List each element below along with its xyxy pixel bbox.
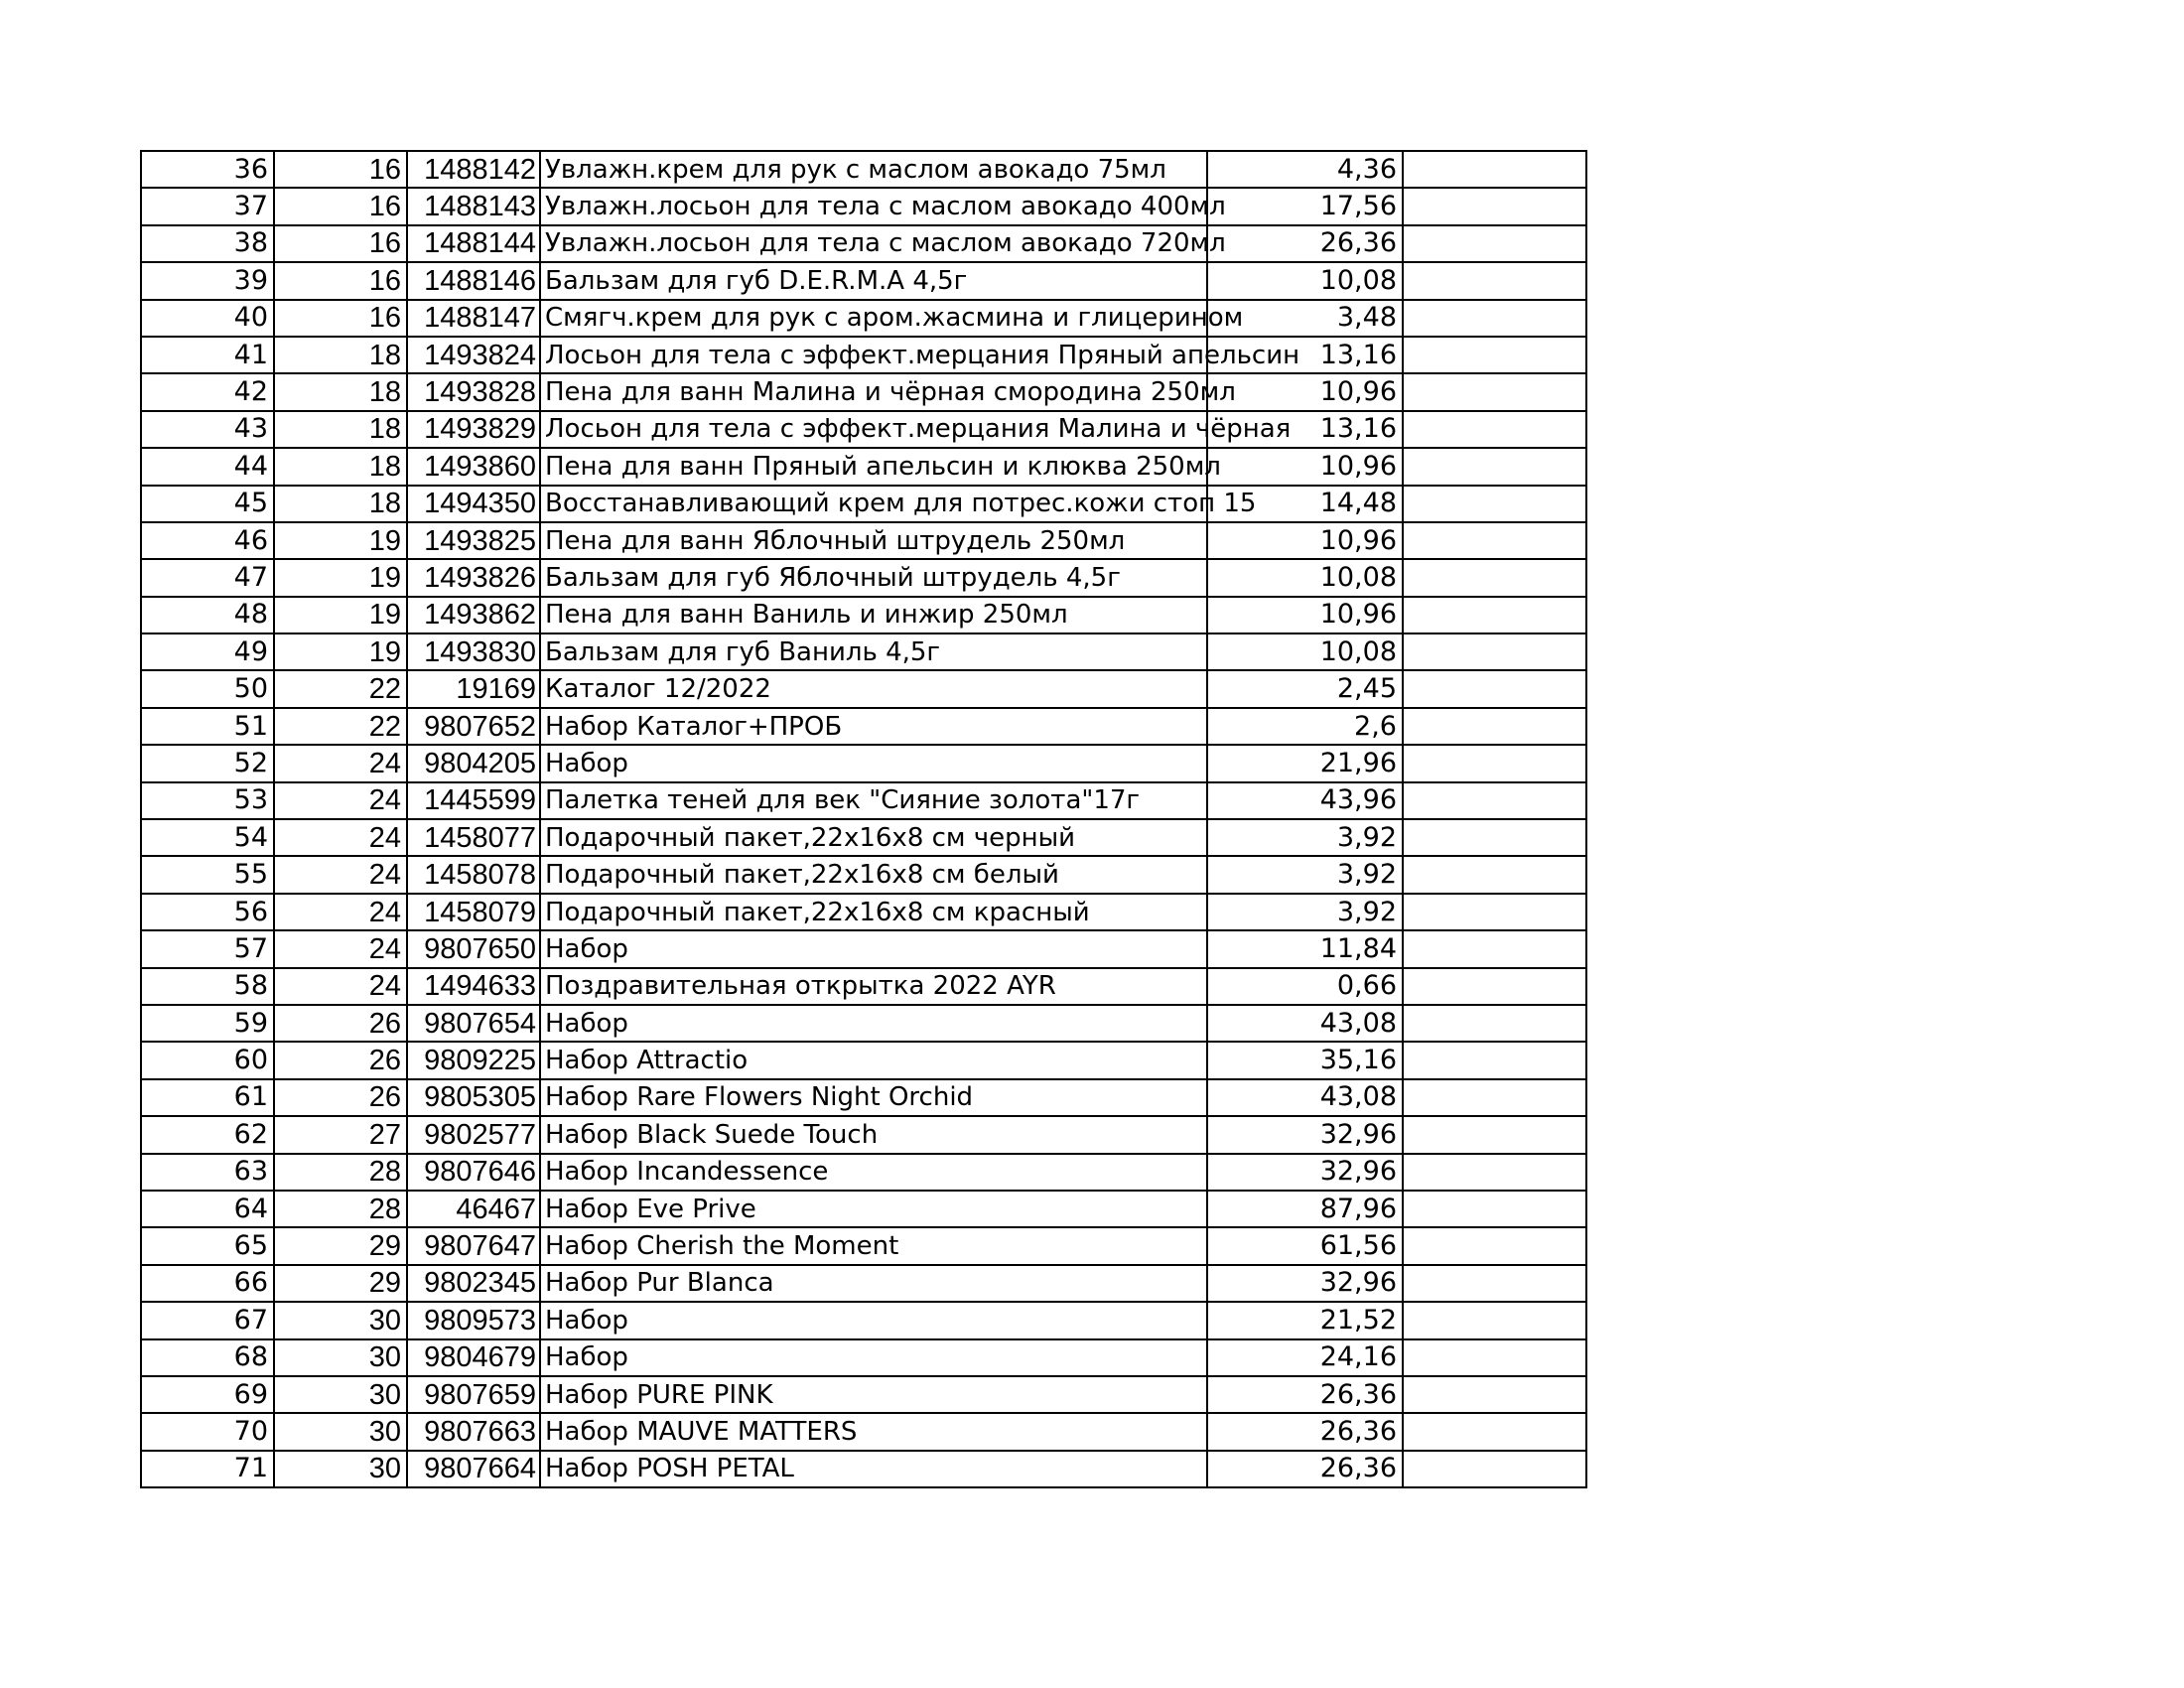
product-name-cell: Пена для ванн Пряный апельсин и клюква 250мл	[540, 448, 1207, 485]
empty-cell	[1403, 1451, 1586, 1487]
product-name-cell: Набор	[540, 1339, 1207, 1376]
page-number-cell: 30	[274, 1413, 407, 1450]
table-row	[141, 1116, 1586, 1153]
price-cell: 3,92	[1207, 894, 1403, 930]
product-code-cell: 1445599	[407, 782, 540, 819]
price-cell: 24,16	[1207, 1339, 1403, 1376]
page-number-cell: 29	[274, 1265, 407, 1302]
empty-cell	[1403, 745, 1586, 781]
price-cell: 26,36	[1207, 225, 1403, 262]
product-code-cell: 1493824	[407, 337, 540, 373]
product-name-cell: Набор Incandessence	[540, 1154, 1207, 1191]
row-number-cell: 64	[141, 1191, 274, 1227]
row-number-cell: 60	[141, 1042, 274, 1078]
page-number-cell: 18	[274, 411, 407, 448]
product-name-cell: Поздравительная открытка 2022 AYR	[540, 968, 1207, 1005]
row-number-cell: 61	[141, 1079, 274, 1116]
row-number-cell: 63	[141, 1154, 274, 1191]
product-code-cell: 1493830	[407, 633, 540, 670]
table-row	[141, 522, 1586, 559]
product-name-cell: Бальзам для губ Яблочный штрудель 4,5г	[540, 559, 1207, 596]
table-row	[141, 1302, 1586, 1338]
price-cell: 43,96	[1207, 782, 1403, 819]
price-cell: 14,48	[1207, 486, 1403, 522]
page-number-cell: 30	[274, 1339, 407, 1376]
product-name-cell: Подарочный пакет,22х16х8 см белый	[540, 856, 1207, 893]
row-number-cell: 44	[141, 448, 274, 485]
product-code-cell: 1458077	[407, 819, 540, 856]
empty-cell	[1403, 448, 1586, 485]
product-code-cell: 9805305	[407, 1079, 540, 1116]
product-name-cell: Смягч.крем для рук с аром.жасмина и глицерином	[540, 300, 1207, 337]
empty-cell	[1403, 1302, 1586, 1338]
table-row	[141, 894, 1586, 930]
table-row	[141, 486, 1586, 522]
price-cell: 61,56	[1207, 1227, 1403, 1264]
product-code-cell: 9802345	[407, 1265, 540, 1302]
product-code-cell: 1494350	[407, 486, 540, 522]
row-number-cell: 41	[141, 337, 274, 373]
product-code-cell: 9807654	[407, 1005, 540, 1042]
price-cell: 2,45	[1207, 670, 1403, 707]
price-cell: 3,92	[1207, 856, 1403, 893]
empty-cell	[1403, 1413, 1586, 1450]
page-number-cell: 19	[274, 597, 407, 633]
empty-cell	[1403, 819, 1586, 856]
product-name-cell: Бальзам для губ Ваниль 4,5г	[540, 633, 1207, 670]
row-number-cell: 71	[141, 1451, 274, 1487]
empty-cell	[1403, 262, 1586, 299]
row-number-cell: 59	[141, 1005, 274, 1042]
table-row	[141, 1413, 1586, 1450]
product-name-cell: Палетка теней для век "Сияние золота"17г	[540, 782, 1207, 819]
product-code-cell: 9807659	[407, 1376, 540, 1413]
price-cell: 3,92	[1207, 819, 1403, 856]
product-code-cell: 1458079	[407, 894, 540, 930]
product-code-cell: 1494633	[407, 968, 540, 1005]
empty-cell	[1403, 1005, 1586, 1042]
row-number-cell: 55	[141, 856, 274, 893]
empty-cell	[1403, 894, 1586, 930]
empty-cell	[1403, 300, 1586, 337]
row-number-cell: 53	[141, 782, 274, 819]
table-row	[141, 856, 1586, 893]
product-name-cell: Пена для ванн Ваниль и инжир 250мл	[540, 597, 1207, 633]
price-cell: 11,84	[1207, 930, 1403, 967]
price-cell: 10,08	[1207, 633, 1403, 670]
row-number-cell: 50	[141, 670, 274, 707]
table-row	[141, 1154, 1586, 1191]
empty-cell	[1403, 225, 1586, 262]
row-number-cell: 39	[141, 262, 274, 299]
row-number-cell: 37	[141, 188, 274, 224]
empty-cell	[1403, 411, 1586, 448]
price-cell: 10,96	[1207, 448, 1403, 485]
table-row	[141, 597, 1586, 633]
product-code-cell: 1493826	[407, 559, 540, 596]
price-cell: 10,08	[1207, 559, 1403, 596]
price-cell: 13,16	[1207, 337, 1403, 373]
table-row	[141, 782, 1586, 819]
page-number-cell: 24	[274, 819, 407, 856]
price-cell: 21,52	[1207, 1302, 1403, 1338]
product-code-cell: 9802577	[407, 1116, 540, 1153]
empty-cell	[1403, 1079, 1586, 1116]
product-code-cell: 9804679	[407, 1339, 540, 1376]
empty-cell	[1403, 559, 1586, 596]
page-number-cell: 19	[274, 522, 407, 559]
empty-cell	[1403, 597, 1586, 633]
table-row	[141, 670, 1586, 707]
page-number-cell: 18	[274, 448, 407, 485]
product-name-cell: Набор POSH PETAL	[540, 1451, 1207, 1487]
row-number-cell: 42	[141, 373, 274, 410]
product-code-cell: 9807646	[407, 1154, 540, 1191]
row-number-cell: 38	[141, 225, 274, 262]
product-code-cell: 9807663	[407, 1413, 540, 1450]
product-code-cell: 1493825	[407, 522, 540, 559]
page-number-cell: 16	[274, 262, 407, 299]
page-number-cell: 30	[274, 1451, 407, 1487]
empty-cell	[1403, 1265, 1586, 1302]
row-number-cell: 57	[141, 930, 274, 967]
product-name-cell: Набор Attractio	[540, 1042, 1207, 1078]
row-number-cell: 47	[141, 559, 274, 596]
product-code-cell: 9807652	[407, 708, 540, 745]
product-code-cell: 1493860	[407, 448, 540, 485]
page-number-cell: 26	[274, 1042, 407, 1078]
price-cell: 2,6	[1207, 708, 1403, 745]
row-number-cell: 65	[141, 1227, 274, 1264]
product-name-cell: Подарочный пакет,22х16х8 см черный	[540, 819, 1207, 856]
page-number-cell: 16	[274, 151, 407, 188]
table-row	[141, 1042, 1586, 1078]
product-code-cell: 46467	[407, 1191, 540, 1227]
price-cell: 35,16	[1207, 1042, 1403, 1078]
row-number-cell: 62	[141, 1116, 274, 1153]
price-cell: 13,16	[1207, 411, 1403, 448]
page-number-cell: 22	[274, 670, 407, 707]
table-row	[141, 1005, 1586, 1042]
price-cell: 43,08	[1207, 1005, 1403, 1042]
page-number-cell: 16	[274, 225, 407, 262]
product-name-cell: Набор	[540, 1302, 1207, 1338]
price-cell: 32,96	[1207, 1154, 1403, 1191]
page-number-cell: 18	[274, 337, 407, 373]
row-number-cell: 43	[141, 411, 274, 448]
product-name-cell: Бальзам для губ D.E.R.M.A 4,5г	[540, 262, 1207, 299]
product-code-cell: 1488143	[407, 188, 540, 224]
page-number-cell: 24	[274, 968, 407, 1005]
table-row	[141, 262, 1586, 299]
page-number-cell: 26	[274, 1005, 407, 1042]
product-name-cell: Набор	[540, 745, 1207, 781]
order-table	[140, 150, 1587, 1488]
empty-cell	[1403, 337, 1586, 373]
price-cell: 17,56	[1207, 188, 1403, 224]
table-row	[141, 708, 1586, 745]
row-number-cell: 56	[141, 894, 274, 930]
empty-cell	[1403, 188, 1586, 224]
page-number-cell: 27	[274, 1116, 407, 1153]
row-number-cell: 68	[141, 1339, 274, 1376]
row-number-cell: 45	[141, 486, 274, 522]
product-code-cell: 1458078	[407, 856, 540, 893]
page-number-cell: 24	[274, 930, 407, 967]
row-number-cell: 46	[141, 522, 274, 559]
page-number-cell: 30	[274, 1302, 407, 1338]
table-row	[141, 1227, 1586, 1264]
product-code-cell: 1488142	[407, 151, 540, 188]
price-cell: 10,96	[1207, 522, 1403, 559]
page-number-cell: 24	[274, 745, 407, 781]
page-number-cell: 28	[274, 1191, 407, 1227]
price-cell: 26,36	[1207, 1451, 1403, 1487]
price-cell: 87,96	[1207, 1191, 1403, 1227]
empty-cell	[1403, 930, 1586, 967]
page-number-cell: 26	[274, 1079, 407, 1116]
table-row	[141, 745, 1586, 781]
row-number-cell: 51	[141, 708, 274, 745]
product-code-cell: 1488146	[407, 262, 540, 299]
page-number-cell: 24	[274, 894, 407, 930]
product-name-cell: Пена для ванн Яблочный штрудель 250мл	[540, 522, 1207, 559]
page-number-cell: 28	[274, 1154, 407, 1191]
empty-cell	[1403, 856, 1586, 893]
row-number-cell: 58	[141, 968, 274, 1005]
price-cell: 4,36	[1207, 151, 1403, 188]
product-name-cell: Лосьон для тела с эффект.мерцания Малина и чёрная	[540, 411, 1207, 448]
product-code-cell: 1493862	[407, 597, 540, 633]
empty-cell	[1403, 1376, 1586, 1413]
product-name-cell: Набор Каталог+ПРОБ	[540, 708, 1207, 745]
product-name-cell: Набор Rare Flowers Night Orchid	[540, 1079, 1207, 1116]
table-row	[141, 300, 1586, 337]
row-number-cell: 54	[141, 819, 274, 856]
empty-cell	[1403, 486, 1586, 522]
table-row	[141, 1451, 1586, 1487]
product-name-cell: Восстанавливающий крем для потрес.кожи стоп 15	[540, 486, 1207, 522]
product-name-cell: Увлажн.лосьон для тела с маслом авокадо 720мл	[540, 225, 1207, 262]
row-number-cell: 67	[141, 1302, 274, 1338]
page-number-cell: 19	[274, 633, 407, 670]
price-cell: 0,66	[1207, 968, 1403, 1005]
product-code-cell: 9809573	[407, 1302, 540, 1338]
product-name-cell: Набор Pur Blanca	[540, 1265, 1207, 1302]
product-name-cell: Каталог 12/2022	[540, 670, 1207, 707]
row-number-cell: 70	[141, 1413, 274, 1450]
price-cell: 32,96	[1207, 1116, 1403, 1153]
row-number-cell: 48	[141, 597, 274, 633]
empty-cell	[1403, 1339, 1586, 1376]
table-row	[141, 819, 1586, 856]
price-cell: 10,08	[1207, 262, 1403, 299]
product-code-cell: 1488147	[407, 300, 540, 337]
table-row	[141, 188, 1586, 224]
product-name-cell: Пена для ванн Малина и чёрная смородина 250мл	[540, 373, 1207, 410]
price-cell: 3,48	[1207, 300, 1403, 337]
price-cell: 43,08	[1207, 1079, 1403, 1116]
price-cell: 10,96	[1207, 597, 1403, 633]
product-code-cell: 9807664	[407, 1451, 540, 1487]
empty-cell	[1403, 1116, 1586, 1153]
empty-cell	[1403, 373, 1586, 410]
row-number-cell: 66	[141, 1265, 274, 1302]
table-row	[141, 373, 1586, 410]
page-number-cell: 18	[274, 486, 407, 522]
product-name-cell: Набор Black Suede Touch	[540, 1116, 1207, 1153]
page-number-cell: 16	[274, 188, 407, 224]
product-code-cell: 9809225	[407, 1042, 540, 1078]
row-number-cell: 40	[141, 300, 274, 337]
product-name-cell: Лосьон для тела с эффект.мерцания Пряный апельсин	[540, 337, 1207, 373]
empty-cell	[1403, 633, 1586, 670]
table-row	[141, 968, 1586, 1005]
product-name-cell: Набор Cherish the Moment	[540, 1227, 1207, 1264]
price-cell: 26,36	[1207, 1376, 1403, 1413]
empty-cell	[1403, 522, 1586, 559]
empty-cell	[1403, 1042, 1586, 1078]
table-row	[141, 1079, 1586, 1116]
table-row	[141, 633, 1586, 670]
product-code-cell: 1493828	[407, 373, 540, 410]
table-row	[141, 1339, 1586, 1376]
table-row	[141, 1376, 1586, 1413]
empty-cell	[1403, 151, 1586, 188]
page-number-cell: 16	[274, 300, 407, 337]
table-row	[141, 930, 1586, 967]
page-number-cell: 30	[274, 1376, 407, 1413]
product-name-cell: Набор	[540, 1005, 1207, 1042]
price-cell: 21,96	[1207, 745, 1403, 781]
table-row	[141, 225, 1586, 262]
product-code-cell: 9807647	[407, 1227, 540, 1264]
price-cell: 32,96	[1207, 1265, 1403, 1302]
price-cell: 10,96	[1207, 373, 1403, 410]
table-row	[141, 337, 1586, 373]
product-name-cell: Подарочный пакет,22х16х8 см красный	[540, 894, 1207, 930]
table-row	[141, 559, 1586, 596]
product-name-cell: Набор PURE PINK	[540, 1376, 1207, 1413]
table-row	[141, 1191, 1586, 1227]
price-cell: 26,36	[1207, 1413, 1403, 1450]
product-name-cell: Набор MAUVE MATTERS	[540, 1413, 1207, 1450]
product-name-cell: Увлажн.лосьон для тела с маслом авокадо 400мл	[540, 188, 1207, 224]
order-table-body	[141, 151, 1586, 1487]
table-row	[141, 448, 1586, 485]
page-number-cell: 18	[274, 373, 407, 410]
empty-cell	[1403, 1227, 1586, 1264]
product-code-cell: 9807650	[407, 930, 540, 967]
empty-cell	[1403, 708, 1586, 745]
product-code-cell: 1493829	[407, 411, 540, 448]
product-code-cell: 1488144	[407, 225, 540, 262]
page-number-cell: 29	[274, 1227, 407, 1264]
empty-cell	[1403, 1191, 1586, 1227]
table-row	[141, 411, 1586, 448]
row-number-cell: 36	[141, 151, 274, 188]
empty-cell	[1403, 670, 1586, 707]
product-name-cell: Набор Eve Prive	[540, 1191, 1207, 1227]
page-number-cell: 19	[274, 559, 407, 596]
row-number-cell: 49	[141, 633, 274, 670]
page-number-cell: 24	[274, 856, 407, 893]
product-name-cell: Набор	[540, 930, 1207, 967]
product-name-cell: Увлажн.крем для рук с маслом авокадо 75мл	[540, 151, 1207, 188]
empty-cell	[1403, 782, 1586, 819]
page-number-cell: 22	[274, 708, 407, 745]
table-row	[141, 1265, 1586, 1302]
row-number-cell: 52	[141, 745, 274, 781]
page-number-cell: 24	[274, 782, 407, 819]
empty-cell	[1403, 968, 1586, 1005]
table-row	[141, 151, 1586, 188]
product-code-cell: 9804205	[407, 745, 540, 781]
row-number-cell: 69	[141, 1376, 274, 1413]
product-code-cell: 19169	[407, 670, 540, 707]
empty-cell	[1403, 1154, 1586, 1191]
